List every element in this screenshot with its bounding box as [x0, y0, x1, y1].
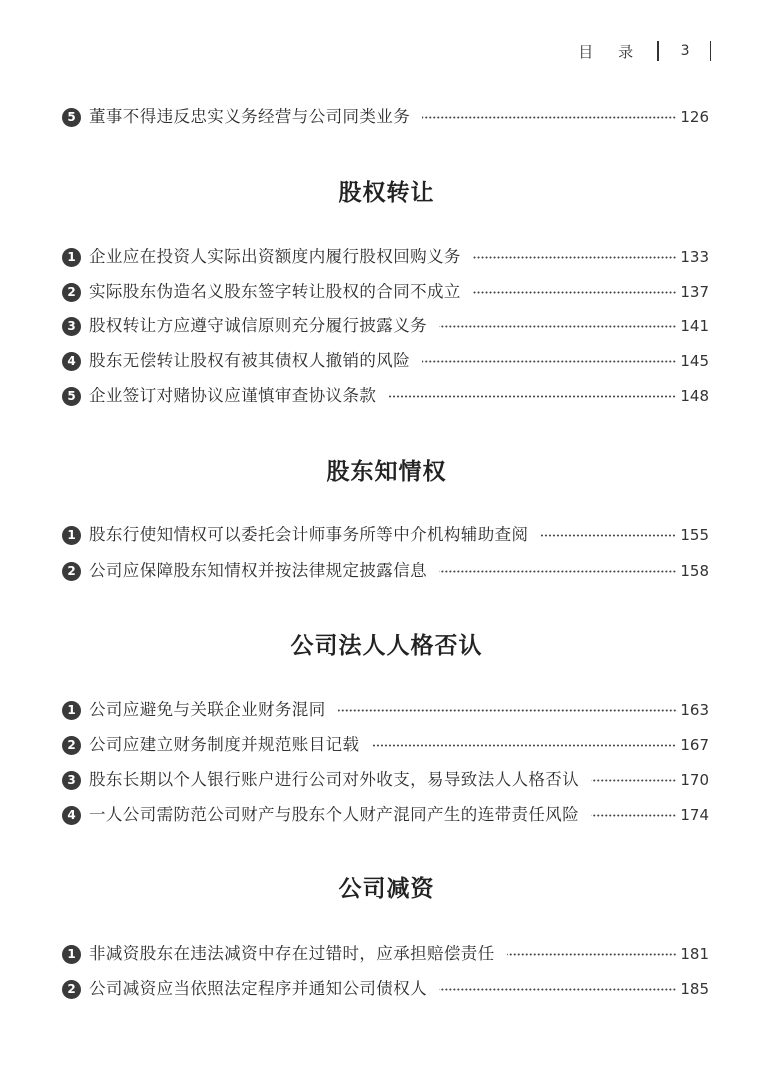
toc-entry[interactable]: [62, 278, 709, 306]
entry-page: 181: [680, 945, 709, 963]
dot-leader: [371, 744, 676, 747]
entry-title: 股东无偿转让股权有被其债权人撤销的风险: [89, 351, 411, 370]
dot-leader: [507, 953, 677, 956]
running-header: [578, 38, 711, 64]
entry-page: 158: [680, 562, 709, 580]
entry-number-badge: 3: [62, 771, 81, 790]
entry-page: 137: [680, 283, 709, 301]
entry-title: 公司应避免与关联企业财务混同: [89, 700, 326, 719]
toc-entry[interactable]: [62, 940, 709, 968]
entry-page: 185: [680, 980, 709, 998]
entry-number-badge: 3: [62, 317, 81, 336]
entry-number-badge: 5: [62, 387, 81, 406]
entry-title: 企业应在投资人实际出资额度内履行股权回购义务: [89, 247, 461, 266]
entry-title: 实际股东伪造名义股东签字转让股权的合同不成立: [89, 282, 461, 301]
entry-title: 股权转让方应遵守诚信原则充分履行披露义务: [89, 316, 427, 335]
dot-leader: [591, 779, 676, 782]
entry-title: 股东行使知情权可以委托会计师事务所等中介机构辅助查阅: [89, 525, 529, 544]
entry-number-badge: 1: [62, 701, 81, 720]
dot-leader: [439, 570, 676, 573]
toc-entry[interactable]: [62, 731, 709, 759]
entry-title: 非减资股东在违法减资中存在过错时，应承担赔偿责任: [89, 944, 495, 963]
section-heading: 股权转让: [338, 179, 435, 206]
toc-entry[interactable]: [62, 103, 709, 131]
dot-leader: [338, 709, 677, 712]
dot-leader: [439, 325, 676, 328]
header-page-number: 3: [680, 43, 690, 59]
entry-page: 148: [680, 387, 709, 405]
entry-number-badge: 2: [62, 562, 81, 581]
entry-page: 126: [680, 108, 709, 126]
section-heading: 公司减资: [338, 875, 435, 902]
header-divider-right: [710, 41, 712, 61]
entry-page: 155: [680, 526, 709, 544]
toc-entry[interactable]: [62, 766, 709, 794]
entry-page: 141: [680, 317, 709, 335]
entry-title: 公司应保障股东知情权并按法律规定披露信息: [89, 561, 427, 580]
entry-page: 145: [680, 352, 709, 370]
entry-page: 163: [680, 701, 709, 719]
dot-leader: [422, 360, 676, 363]
header-divider-left: [657, 41, 659, 61]
entry-number-badge: 2: [62, 980, 81, 999]
dot-leader: [591, 814, 676, 817]
entry-page: 167: [680, 736, 709, 754]
entry-number-badge: 1: [62, 526, 81, 545]
toc-entry[interactable]: [62, 557, 709, 585]
entry-number-badge: 1: [62, 248, 81, 267]
entry-title: 企业签订对赌协议应谨慎审查协议条款: [89, 386, 377, 405]
toc-entry[interactable]: [62, 801, 709, 829]
section-heading: 公司法人人格否认: [290, 632, 483, 659]
toc-entry[interactable]: [62, 521, 709, 549]
toc-entry[interactable]: [62, 975, 709, 1003]
toc-entry[interactable]: [62, 243, 709, 271]
dot-leader: [439, 988, 676, 991]
dot-leader: [422, 116, 676, 119]
entry-number-badge: 4: [62, 352, 81, 371]
entry-number-badge: 2: [62, 736, 81, 755]
entry-number-badge: 1: [62, 945, 81, 964]
toc-entry[interactable]: [62, 382, 709, 410]
dot-leader: [473, 256, 677, 259]
toc-entry[interactable]: [62, 347, 709, 375]
header-title: 目 录: [578, 42, 644, 61]
entry-number-badge: 2: [62, 283, 81, 302]
entry-title: 董事不得违反忠实义务经营与公司同类业务: [89, 107, 411, 126]
entry-title: 公司减资应当依照法定程序并通知公司债权人: [89, 979, 427, 998]
dot-leader: [540, 534, 676, 537]
toc-entry[interactable]: [62, 696, 709, 724]
entry-page: 133: [680, 248, 709, 266]
dot-leader: [388, 395, 676, 398]
section-heading: 股东知情权: [326, 458, 447, 485]
entry-number-badge: 4: [62, 806, 81, 825]
entry-title: 股东长期以个人银行账户进行公司对外收支，易导致法人人格否认: [89, 770, 580, 789]
entry-title: 一人公司需防范公司财产与股东个人财产混同产生的连带责任风险: [89, 805, 580, 824]
entry-number-badge: 5: [62, 108, 81, 127]
entry-page: 174: [680, 806, 709, 824]
entry-title: 公司应建立财务制度并规范账目记载: [89, 735, 360, 754]
dot-leader: [473, 291, 677, 294]
toc-entry[interactable]: [62, 312, 709, 340]
entry-page: 170: [680, 771, 709, 789]
